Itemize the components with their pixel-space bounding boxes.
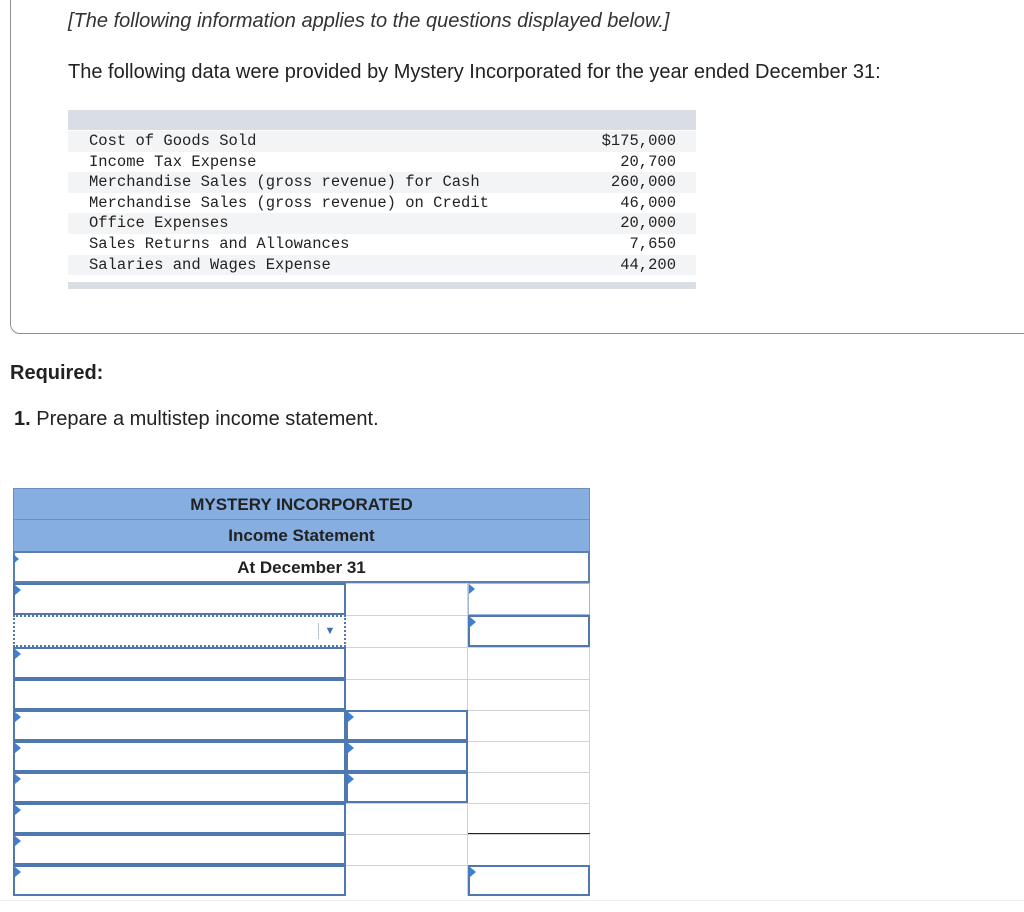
triangle-marker-icon bbox=[469, 584, 475, 594]
triangle-marker-icon bbox=[470, 867, 476, 877]
total-input[interactable] bbox=[468, 583, 590, 615]
triangle-marker-icon bbox=[15, 743, 21, 753]
data-row-label: Merchandise Sales (gross revenue) on Credit bbox=[89, 193, 489, 212]
amount-input[interactable] bbox=[346, 710, 468, 741]
total-cell[interactable] bbox=[468, 647, 590, 679]
data-row-amount: 7,650 bbox=[629, 234, 676, 253]
triangle-marker-icon bbox=[348, 774, 354, 784]
data-row bbox=[68, 234, 696, 255]
triangle-marker-icon bbox=[348, 712, 354, 722]
triangle-marker-icon bbox=[15, 805, 21, 815]
total-input[interactable] bbox=[468, 615, 590, 647]
triangle-marker-icon bbox=[15, 774, 21, 784]
data-table-body bbox=[68, 131, 696, 275]
data-row bbox=[68, 193, 696, 214]
info-intro: The following data were provided by Mystery Incorporated for the year ended December 31: bbox=[68, 61, 881, 83]
account-dropdown[interactable] bbox=[13, 615, 346, 647]
amount-cell[interactable] bbox=[346, 865, 468, 896]
data-table-top-bar bbox=[68, 110, 696, 130]
total-input[interactable] bbox=[468, 865, 590, 896]
data-row-label: Income Tax Expense bbox=[89, 152, 257, 171]
account-input[interactable] bbox=[13, 679, 346, 710]
triangle-marker-icon bbox=[15, 649, 21, 659]
info-note: [The following information applies to the questions displayed below.] bbox=[68, 10, 670, 32]
triangle-marker-icon bbox=[348, 743, 354, 753]
data-row-label: Salaries and Wages Expense bbox=[89, 255, 331, 274]
total-cell[interactable] bbox=[468, 710, 590, 741]
account-input[interactable] bbox=[13, 834, 346, 865]
account-input[interactable] bbox=[13, 772, 346, 803]
data-row bbox=[68, 131, 696, 152]
data-row-amount: 20,000 bbox=[620, 214, 676, 233]
data-row bbox=[68, 172, 696, 193]
data-row-amount: 44,200 bbox=[620, 255, 676, 274]
triangle-marker-icon bbox=[15, 836, 21, 846]
page-divider bbox=[0, 900, 1024, 901]
data-row-amount: 46,000 bbox=[620, 193, 676, 212]
account-input[interactable] bbox=[13, 865, 346, 896]
data-row-label: Merchandise Sales (gross revenue) for Cash bbox=[89, 173, 480, 192]
data-row-label: Office Expenses bbox=[89, 214, 229, 233]
income-statement-worksheet bbox=[13, 488, 590, 892]
required-heading: Required: bbox=[10, 362, 104, 384]
data-row-label: Sales Returns and Allowances bbox=[89, 234, 350, 253]
total-cell[interactable] bbox=[468, 741, 590, 772]
data-row bbox=[68, 152, 696, 173]
triangle-marker-icon bbox=[15, 867, 21, 877]
data-table bbox=[68, 110, 696, 289]
account-input[interactable] bbox=[13, 803, 346, 834]
amount-input[interactable] bbox=[346, 741, 468, 772]
data-row-amount: 20,700 bbox=[620, 152, 676, 171]
data-table-bottom-bar bbox=[68, 282, 696, 289]
question-label: Prepare a multistep income statement. bbox=[36, 408, 379, 430]
account-input[interactable] bbox=[13, 647, 346, 679]
data-row-amount: $175,000 bbox=[601, 132, 676, 150]
statement-period: At December 31 bbox=[13, 551, 590, 583]
total-cell[interactable] bbox=[468, 834, 590, 865]
account-input[interactable] bbox=[13, 710, 346, 741]
account-input[interactable] bbox=[13, 583, 346, 615]
data-row-label: Cost of Goods Sold bbox=[89, 132, 257, 150]
amount-cell[interactable] bbox=[346, 679, 468, 710]
amount-cell[interactable] bbox=[346, 647, 468, 679]
amount-cell[interactable] bbox=[346, 803, 468, 834]
question-text bbox=[14, 408, 379, 431]
triangle-marker-icon bbox=[15, 585, 21, 595]
data-row bbox=[68, 255, 696, 276]
triangle-marker-icon bbox=[15, 712, 21, 722]
company-name: MYSTERY INCORPORATED bbox=[13, 488, 590, 520]
total-cell[interactable] bbox=[468, 803, 590, 834]
amount-cell[interactable] bbox=[346, 615, 468, 647]
amount-cell[interactable] bbox=[346, 583, 468, 615]
account-input[interactable] bbox=[13, 741, 346, 772]
data-row bbox=[68, 213, 696, 234]
total-cell[interactable] bbox=[468, 772, 590, 803]
statement-title: Income Statement bbox=[13, 520, 590, 552]
triangle-marker-icon bbox=[470, 617, 476, 627]
amount-input[interactable] bbox=[346, 772, 468, 803]
chevron-down-icon[interactable]: ▼ bbox=[318, 623, 341, 639]
triangle-marker-icon bbox=[13, 554, 19, 564]
question-number: 1. bbox=[14, 408, 31, 430]
data-row-amount: 260,000 bbox=[610, 173, 676, 192]
total-cell[interactable] bbox=[468, 679, 590, 710]
amount-cell[interactable] bbox=[346, 834, 468, 865]
